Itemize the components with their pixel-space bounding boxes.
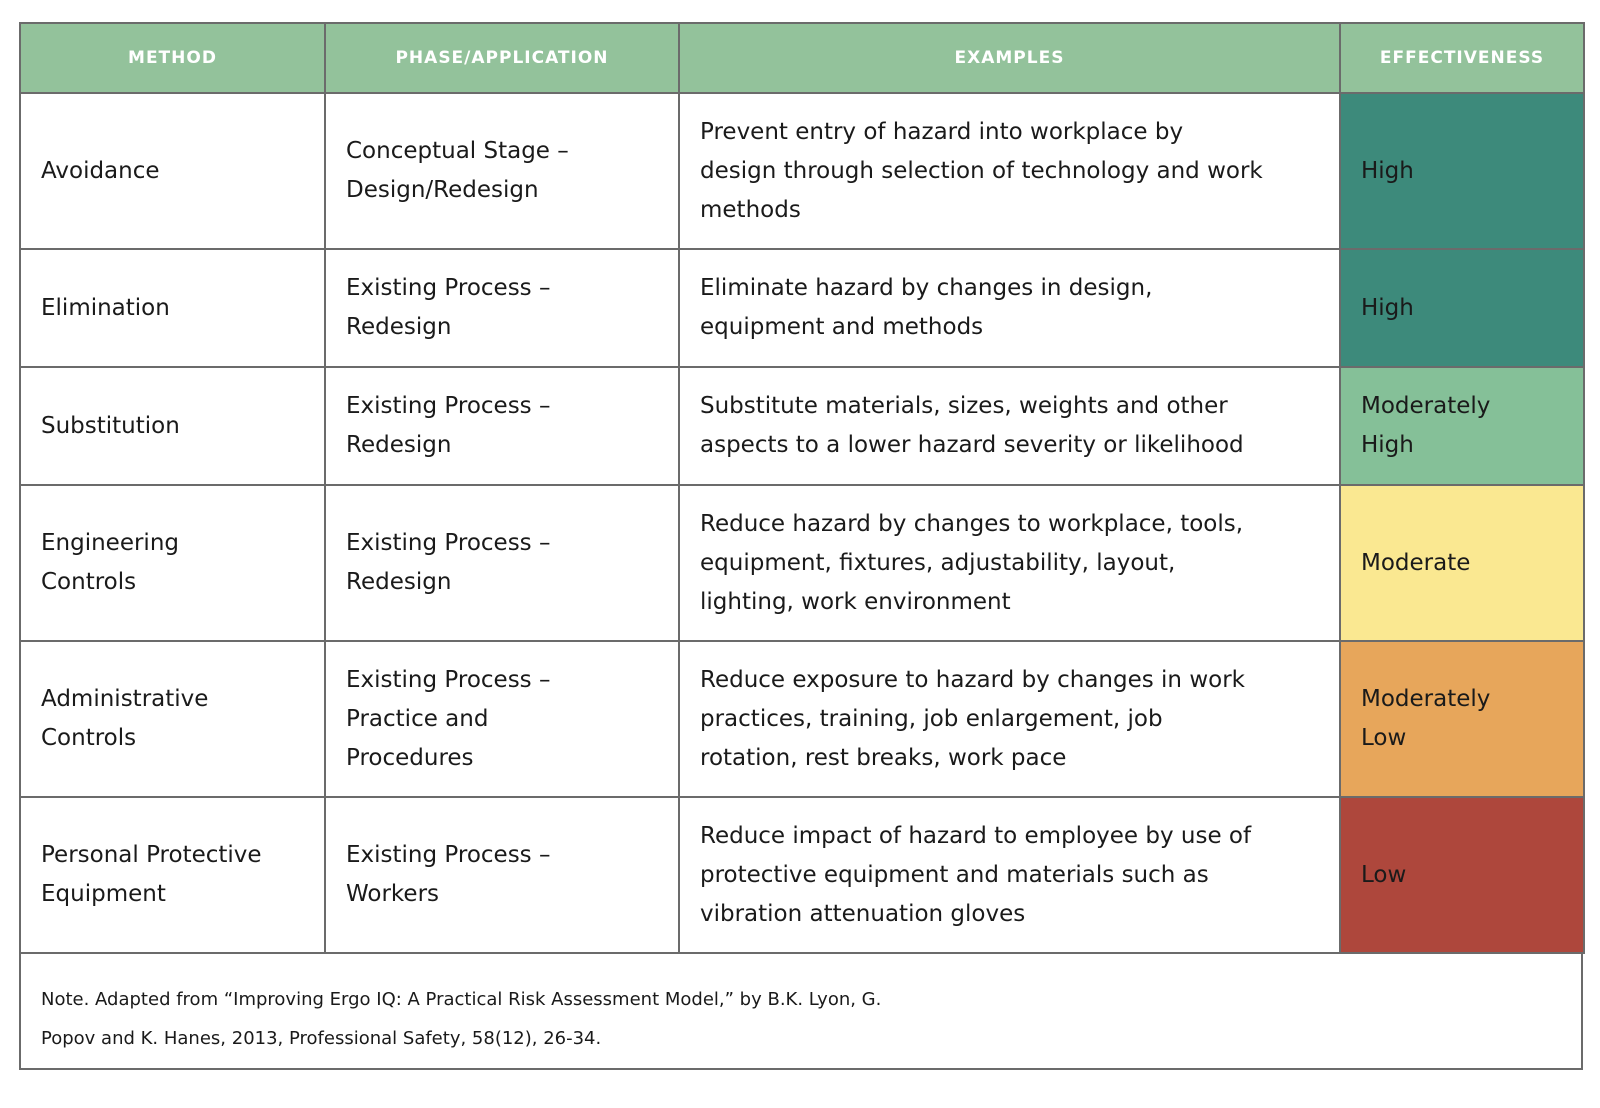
- method-line: Controls: [41, 569, 137, 595]
- method-cell: [20, 797, 325, 953]
- effectiveness-cell: [1340, 485, 1584, 641]
- method-line: Controls: [41, 725, 137, 751]
- table-note: [19, 954, 1583, 1070]
- examples-line: Eliminate hazard by changes in design,: [700, 275, 1153, 301]
- examples-line: lighting, work environment: [700, 588, 1011, 615]
- examples-cell: [679, 367, 1340, 485]
- method-line: Engineering: [41, 530, 179, 556]
- phase-line: Workers: [346, 881, 440, 907]
- effectiveness-line: High: [1361, 294, 1414, 321]
- phase-line: Existing Process –: [346, 842, 551, 868]
- effectiveness-line: Moderately: [1361, 686, 1491, 712]
- phase-line: Procedures: [346, 744, 474, 771]
- examples-cell: [679, 249, 1340, 367]
- method-cell: [20, 249, 325, 367]
- header-examples: EXAMPLES: [679, 23, 1340, 93]
- method-line: Elimination: [41, 294, 170, 321]
- phase-line: Practice and: [346, 705, 489, 732]
- phase-line: Conceptual Stage –: [346, 138, 569, 164]
- examples-line: Reduce impact of hazard to employee by use of: [700, 822, 1252, 849]
- method-cell: [20, 93, 325, 249]
- phase-line: Design/Redesign: [346, 177, 539, 203]
- examples-cell: [679, 93, 1340, 249]
- phase-line: Existing Process –: [346, 530, 551, 556]
- effectiveness-cell: [1340, 797, 1584, 953]
- examples-cell: [679, 641, 1340, 797]
- examples-line: equipment, fixtures, adjustability, layout,: [700, 549, 1176, 576]
- phase-line: Existing Process –: [346, 666, 551, 693]
- effectiveness-line: High: [1361, 432, 1414, 458]
- method-cell: [20, 367, 325, 485]
- table-row-engineering-controls: [20, 485, 1584, 641]
- hierarchy-of-controls-table-container: [19, 22, 1583, 1070]
- examples-line: methods: [700, 196, 801, 223]
- effectiveness-line: Low: [1361, 861, 1407, 888]
- method-line: Avoidance: [41, 157, 160, 184]
- effectiveness-line: Moderately: [1361, 393, 1491, 419]
- header-method: METHOD: [20, 23, 325, 93]
- method-line: Substitution: [41, 412, 180, 439]
- effectiveness-cell: [1340, 641, 1584, 797]
- examples-line: practices, training, job enlargement, job: [700, 705, 1163, 732]
- phase-cell: [325, 797, 679, 953]
- header-row: [20, 23, 1584, 93]
- phase-cell: [325, 367, 679, 485]
- method-line: Personal Protective: [41, 842, 262, 868]
- method-line: Administrative: [41, 686, 209, 712]
- examples-line: rotation, rest breaks, work pace: [700, 744, 1067, 771]
- table-row-personal-protective-equipment: [20, 797, 1584, 953]
- phase-line: Redesign: [346, 569, 452, 595]
- phase-cell: [325, 249, 679, 367]
- table-row-substitution: [20, 367, 1584, 485]
- phase-cell: [325, 641, 679, 797]
- phase-cell: [325, 485, 679, 641]
- table-row-avoidance: [20, 93, 1584, 249]
- effectiveness-line: High: [1361, 157, 1414, 184]
- examples-line: Reduce exposure to hazard by changes in work: [700, 666, 1245, 693]
- examples-line: aspects to a lower hazard severity or likelihood: [700, 432, 1244, 458]
- effectiveness-cell: [1340, 93, 1584, 249]
- examples-cell: [679, 485, 1340, 641]
- examples-cell: [679, 797, 1340, 953]
- examples-line: design through selection of technology and work: [700, 157, 1263, 184]
- effectiveness-cell: [1340, 367, 1584, 485]
- table-row-elimination: [20, 249, 1584, 367]
- note-line: Note. Adapted from “Improving Ergo IQ: A Practical Risk Assessment Model,” by B.K. Lyon, G.: [41, 989, 882, 1010]
- phase-cell: [325, 93, 679, 249]
- table-row-administrative-controls: [20, 641, 1584, 797]
- phase-line: Existing Process –: [346, 275, 551, 301]
- phase-line: Redesign: [346, 432, 452, 458]
- examples-line: equipment and methods: [700, 314, 984, 340]
- effectiveness-line: Moderate: [1361, 549, 1471, 576]
- method-cell: [20, 641, 325, 797]
- method-cell: [20, 485, 325, 641]
- method-line: Equipment: [41, 881, 166, 907]
- examples-line: protective equipment and materials such as: [700, 861, 1209, 888]
- effectiveness-cell: [1340, 249, 1584, 367]
- examples-line: Substitute materials, sizes, weights and other: [700, 393, 1228, 419]
- effectiveness-line: Low: [1361, 725, 1407, 751]
- examples-line: Prevent entry of hazard into workplace by: [700, 118, 1184, 145]
- examples-line: vibration attenuation gloves: [700, 900, 1026, 927]
- phase-line: Redesign: [346, 314, 452, 340]
- note-line: Popov and K. Hanes, 2013, Professional Safety, 58(12), 26-34.: [41, 1028, 602, 1049]
- phase-line: Existing Process –: [346, 393, 551, 419]
- hierarchy-of-controls-table: [19, 22, 1585, 954]
- header-effectiveness: EFFECTIVENESS: [1340, 23, 1584, 93]
- header-phase-application: PHASE/APPLICATION: [325, 23, 679, 93]
- examples-line: Reduce hazard by changes to workplace, tools,: [700, 510, 1244, 537]
